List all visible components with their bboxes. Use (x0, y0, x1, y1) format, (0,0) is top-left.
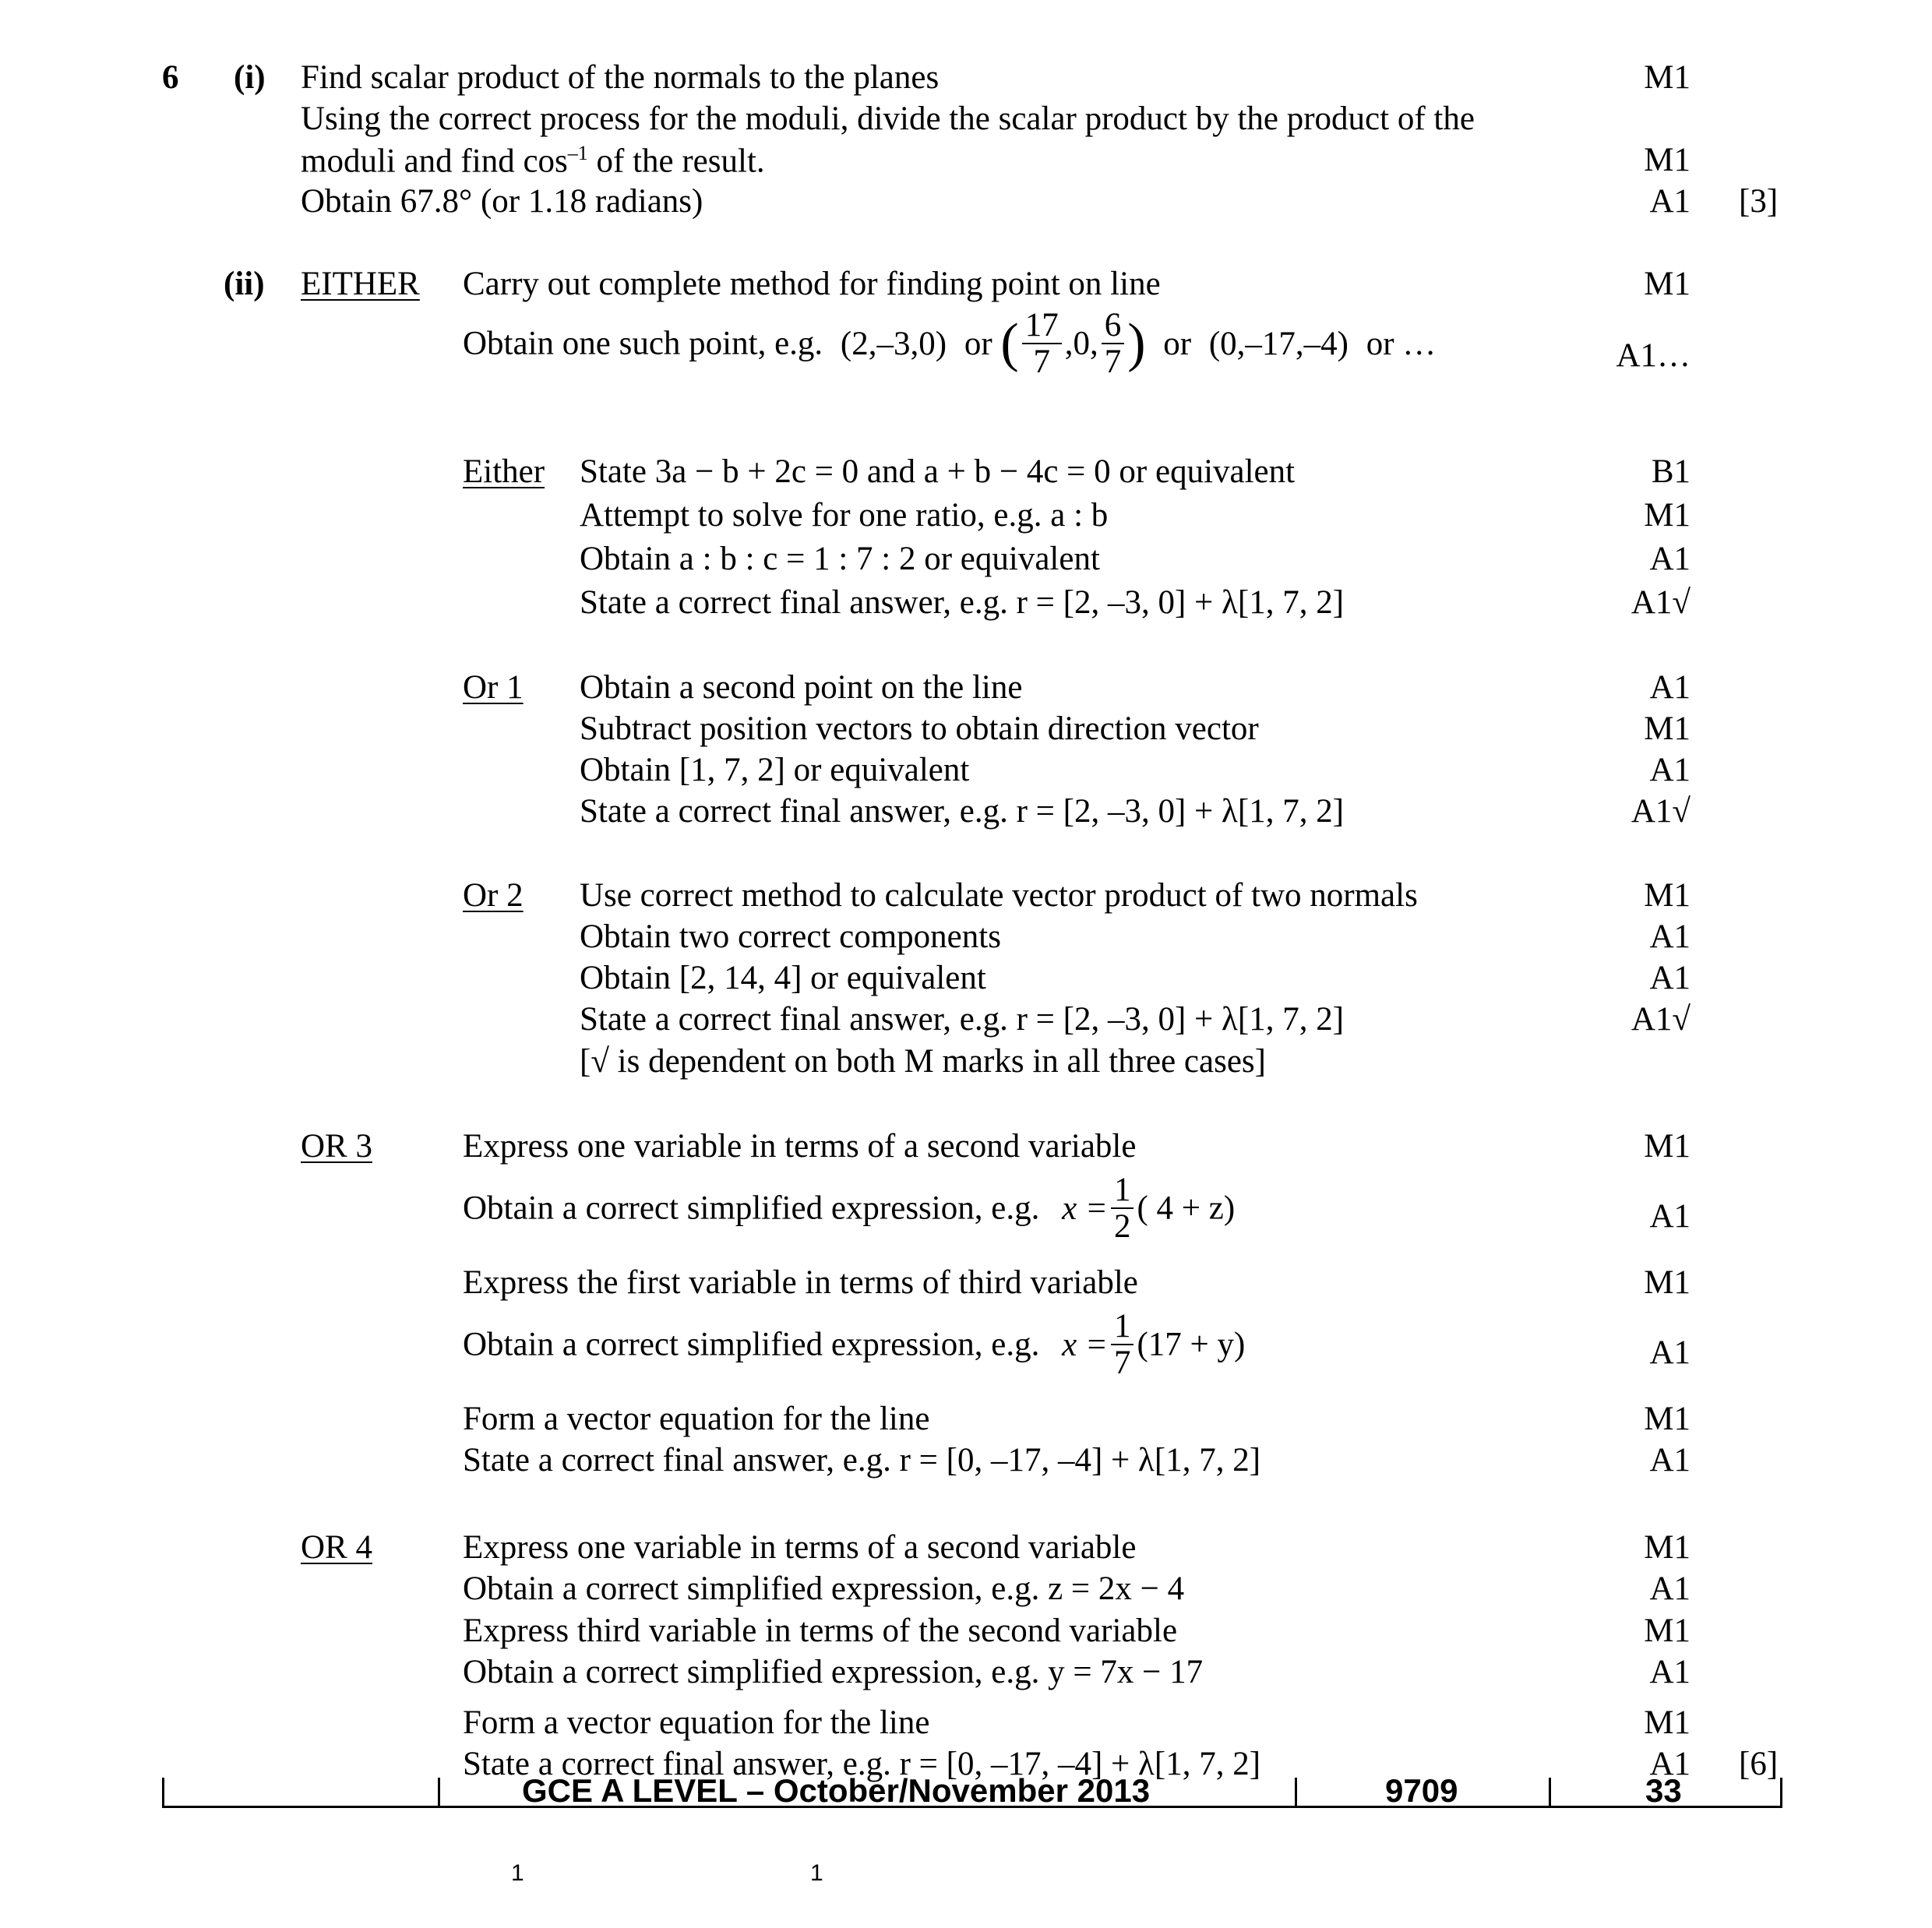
or1-label: Or 1 (463, 669, 524, 706)
part-i-label: (i) (234, 59, 266, 96)
question-number: 6 (162, 59, 179, 96)
part-i-line-4: Obtain 67.8° (or 1.18 radians) (301, 183, 703, 220)
sub-either-line: State a correct final answer, e.g. r = [2, –3, 0] + λ[1, 7, 2] (580, 584, 1345, 621)
part-i-total: [3] (1739, 183, 1779, 220)
footer-divider (438, 1778, 440, 1807)
or1-line: State a correct final answer, e.g. r = [2, –3, 0] + λ[1, 7, 2] (580, 793, 1345, 830)
or3-line-6: State a correct final answer, e.g. r = [0, –17, –4] + λ[1, 7, 2] (463, 1442, 1261, 1479)
mark: A1√ (1631, 1001, 1690, 1038)
or3-label: OR 3 (301, 1128, 372, 1165)
footer-divider (1295, 1778, 1297, 1807)
mark: A1 (1649, 1570, 1690, 1607)
footer-divider (1549, 1778, 1551, 1807)
mark: A1 (1649, 1334, 1690, 1371)
or4-line: Form a vector equation for the line (463, 1704, 930, 1741)
part-i-line-3: moduli and find $\cos^{-1}$ of the result. (301, 142, 765, 180)
mark: A1 (1649, 918, 1690, 955)
or2-line: State a correct final answer, e.g. r = [2, –3, 0] + λ[1, 7, 2] (580, 1001, 1345, 1038)
mark: A1 (1649, 1442, 1690, 1479)
mark: A1 (1649, 1198, 1690, 1235)
or1-line: Subtract position vectors to obtain direction vector (580, 710, 1259, 747)
part-i-line-1: Find scalar product of the normals to the planes (301, 59, 940, 96)
mark: M1 (1644, 59, 1690, 96)
or2-line: Obtain two correct components (580, 918, 1001, 955)
footer-syllabus: 9709 (1385, 1772, 1458, 1809)
footer-exam: GCE A LEVEL – October/November 2013 (522, 1772, 1151, 1809)
sub-either-line: State 3a − b + 2c = 0 and a + b − 4c = 0 or equivalent (580, 453, 1296, 490)
or3-line-2: Obtain a correct simplified expression, e.g. x = $\frac{1}{2}$ ( 4 + z) (463, 1172, 1236, 1246)
either-line-2: Obtain one such point, e.g. (2,–3,0) or ( $\frac{17}{7}$ ,0, $\frac{6}{7}$ ) or (0,–17,–4) or … (463, 307, 1437, 381)
or2-line: Use correct method to calculate vector product of two normals (580, 877, 1418, 914)
mark: M1 (1644, 1613, 1690, 1649)
part-ii-total: [6] (1739, 1746, 1779, 1782)
mark: M1 (1644, 1704, 1690, 1741)
page-mark: 1 (810, 1860, 823, 1886)
mark: M1 (1644, 710, 1690, 747)
mark: M1 (1644, 497, 1690, 534)
sub-either-line: Obtain a : b : c = 1 : 7 : 2 or equivalent (580, 541, 1100, 577)
mark: A1 (1649, 541, 1690, 577)
or2-label: Or 2 (463, 877, 524, 914)
or4-line: Obtain a correct simplified expression, e.g. y = 7x − 17 (463, 1654, 1204, 1690)
part-ii-label: (ii) (224, 266, 265, 302)
or1-line: Obtain a second point on the line (580, 669, 1023, 706)
sub-either-line: Attempt to solve for one ratio, e.g. a : b (580, 497, 1109, 534)
or1-line: Obtain [1, 7, 2] or equivalent (580, 752, 970, 788)
mark: M1 (1644, 1401, 1690, 1437)
or3-line-5: Form a vector equation for the line (463, 1401, 930, 1437)
or4-line: Express one variable in terms of a second variable (463, 1529, 1137, 1566)
mark: A1 (1649, 183, 1690, 220)
mark: A1 (1649, 1746, 1690, 1782)
mark: M1 (1644, 1264, 1690, 1301)
or4-label: OR 4 (301, 1529, 372, 1566)
page-mark: 1 (511, 1860, 524, 1886)
footer-divider (162, 1778, 164, 1807)
mark: M1 (1644, 142, 1690, 178)
mark: A1 (1649, 1654, 1690, 1690)
mark: A1 (1649, 669, 1690, 706)
mark: M1 (1644, 1128, 1690, 1165)
either-line-1: Carry out complete method for finding point on line (463, 266, 1161, 302)
sub-either-label: Either (463, 453, 545, 490)
footer-paper: 33 (1645, 1772, 1682, 1809)
or3-line-1: Express one variable in terms of a second variable (463, 1128, 1137, 1165)
mark: A1 (1649, 752, 1690, 788)
mark: A1√ (1631, 793, 1690, 830)
mark: M1 (1644, 877, 1690, 914)
part-i-line-2: Using the correct process for the moduli, divide the scalar product by the product of the (301, 100, 1475, 137)
mark: A1√ (1631, 584, 1690, 621)
or2-line: Obtain [2, 14, 4] or equivalent (580, 960, 986, 996)
or3-line-4: Obtain a correct simplified expression, e.g. x = $\frac{1}{7}$ (17 + y) (463, 1308, 1246, 1382)
or3-line-3: Express the first variable in terms of third variable (463, 1264, 1138, 1301)
mark: M1 (1644, 266, 1690, 302)
mark: M1 (1644, 1529, 1690, 1566)
or2-note: [√ is dependent on both M marks in all three cases] (580, 1043, 1266, 1080)
or4-line: Express third variable in terms of the second variable (463, 1613, 1178, 1649)
mark: A1 (1649, 960, 1690, 996)
or4-line: State a correct final answer, e.g. r = [0, –17, –4] + λ[1, 7, 2] (463, 1746, 1261, 1782)
mark: B1 (1651, 453, 1690, 490)
or4-line: Obtain a correct simplified expression, e.g. z = 2x − 4 (463, 1570, 1185, 1607)
footer-divider (1780, 1778, 1782, 1807)
mark: A1… (1616, 337, 1690, 374)
either-label: EITHER (301, 266, 420, 302)
